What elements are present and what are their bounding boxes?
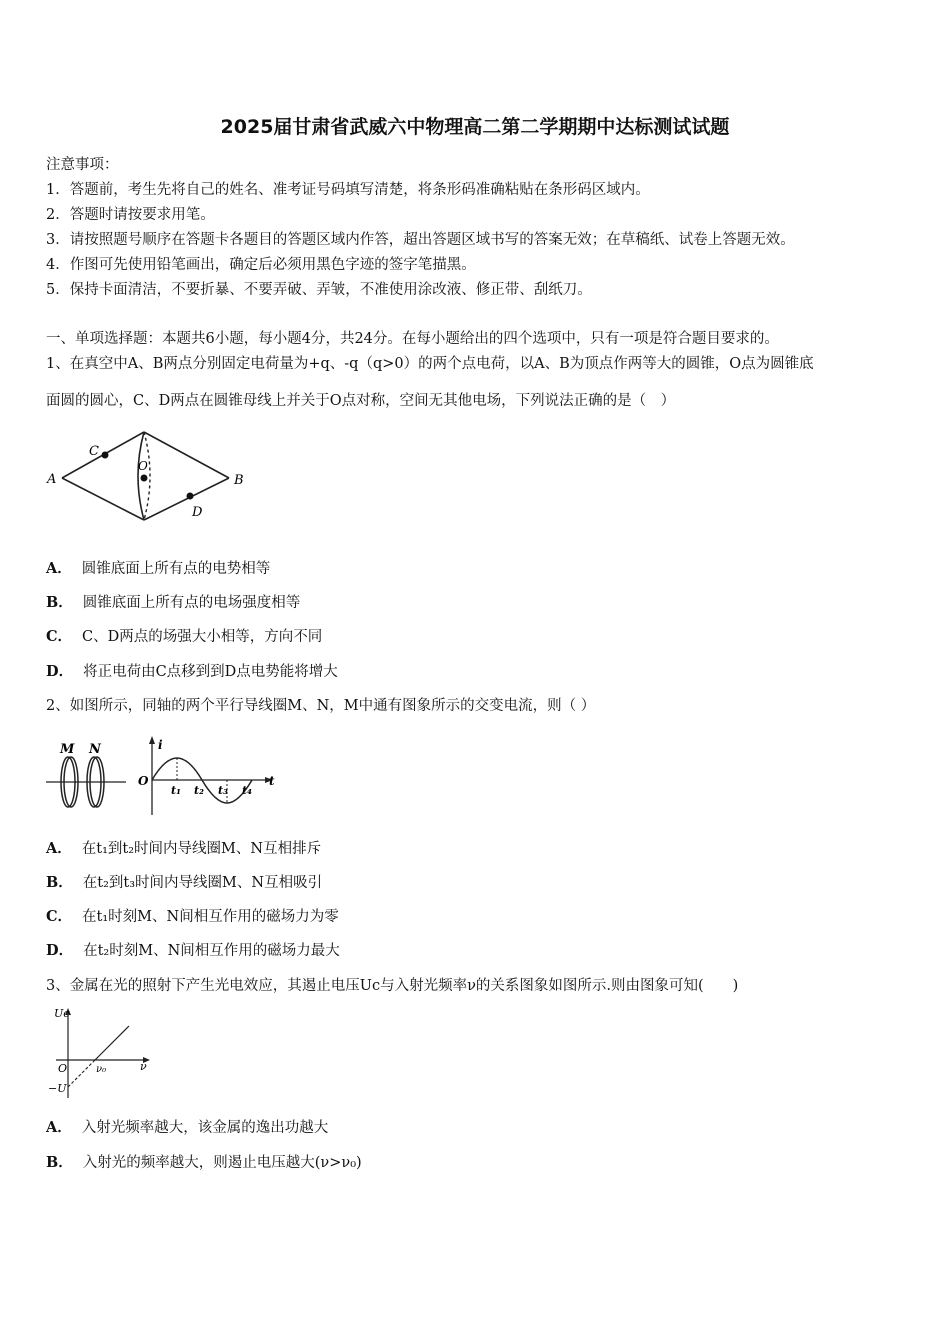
- q1-stem-line1: 1、在真空中A、B两点分别固定电荷量为+q、-q（q>0）的两个点电荷，以A、B为顶点作两等大的圆锥，O点为圆锥底: [46, 356, 814, 372]
- q2-current-graph: [136, 733, 281, 819]
- label-uc: Uc: [54, 1007, 70, 1020]
- notice-item: 1．答题前，考生先将自己的姓名、准考证号码填写清楚，将条形码准确粘贴在条形码区域内。: [46, 182, 650, 198]
- label-neg-u: −U: [48, 1082, 67, 1095]
- q2-option-a: A． 在t₁到t₂时间内导线圈M、N互相排斥: [46, 840, 322, 857]
- label-d: D: [192, 505, 203, 520]
- label-m: M: [60, 742, 75, 757]
- q3-stem: 3、金属在光的照射下产生光电效应，其遏止电压Uc与入射光频率ν的关系图象如图所示.则由图象可知( ): [46, 978, 739, 994]
- q1-option-c: C． C、D两点的场强大小相等，方向不同: [46, 628, 323, 645]
- label-t2: t₂: [194, 784, 204, 797]
- label-t1: t₁: [171, 784, 181, 797]
- label-a: A: [47, 472, 57, 487]
- label-o: O: [58, 1062, 68, 1075]
- q3-graph: [46, 1002, 158, 1100]
- q2-option-c: C． 在t₁时刻M、N间相互作用的磁场力为零: [46, 908, 339, 925]
- notice-item: 5．保持卡面清洁，不要折暴、不要弄破、弄皱，不准使用涂改液、修正带、刮纸刀。: [46, 282, 592, 298]
- label-b: B: [234, 473, 244, 488]
- q1-cone-figure: [44, 420, 274, 530]
- q1-option-b: B． 圆锥底面上所有点的电场强度相等: [46, 594, 301, 611]
- label-n: N: [89, 742, 101, 757]
- q2-stem: 2、如图所示，同轴的两个平行导线圈M、N，M中通有图象所示的交变电流，则（ ）: [46, 698, 596, 714]
- label-nu0: ν₀: [96, 1064, 107, 1075]
- notice-heading: 注意事项：: [46, 157, 119, 173]
- label-t3: t₃: [218, 784, 228, 797]
- label-c: C: [89, 444, 99, 459]
- q2-coil-figure: [44, 738, 134, 816]
- notice-item: 2．答题时请按要求用笔。: [46, 207, 215, 223]
- section-heading: 一、单项选择题：本题共6小题，每小题4分，共24分。在每小题给出的四个选项中，只有一项是符合题目要求的。: [46, 331, 779, 347]
- label-t4: t₄: [242, 784, 252, 797]
- label-o: O: [138, 459, 148, 473]
- notice-item: 3．请按照题号顺序在答题卡各题目的答题区域内作答，超出答题区域书写的答案无效；在草稿纸、试卷上答题无效。: [46, 232, 795, 248]
- q1-option-d: D． 将正电荷由C点移到到D点电势能将增大: [46, 663, 338, 680]
- page-title: 2025届甘肃省武威六中物理高二第二学期期中达标测试试题: [220, 116, 730, 138]
- label-nu: ν: [140, 1060, 147, 1073]
- q1-stem-line2: 面圆的圆心，C、D两点在圆锥母线上并关于O点对称，空间无其他电场，下列说法正确的是（ ）: [46, 393, 676, 409]
- notice-item: 4．作图可先使用铅笔画出，确定后必须用黑色字迹的签字笔描黑。: [46, 257, 476, 273]
- label-t: t: [269, 774, 275, 788]
- q2-option-d: D． 在t₂时刻M、N间相互作用的磁场力最大: [46, 942, 340, 959]
- q3-option-b: B． 入射光的频率越大，则遏止电压越大(ν>ν₀): [46, 1154, 362, 1171]
- q2-option-b: B． 在t₂到t₃时间内导线圈M、N互相吸引: [46, 874, 323, 891]
- q1-option-a: A． 圆锥底面上所有点的电势相等: [46, 560, 271, 577]
- label-i: i: [158, 738, 163, 752]
- q3-option-a: A． 入射光频率越大，该金属的逸出功越大: [46, 1119, 329, 1136]
- label-o: O: [138, 774, 149, 788]
